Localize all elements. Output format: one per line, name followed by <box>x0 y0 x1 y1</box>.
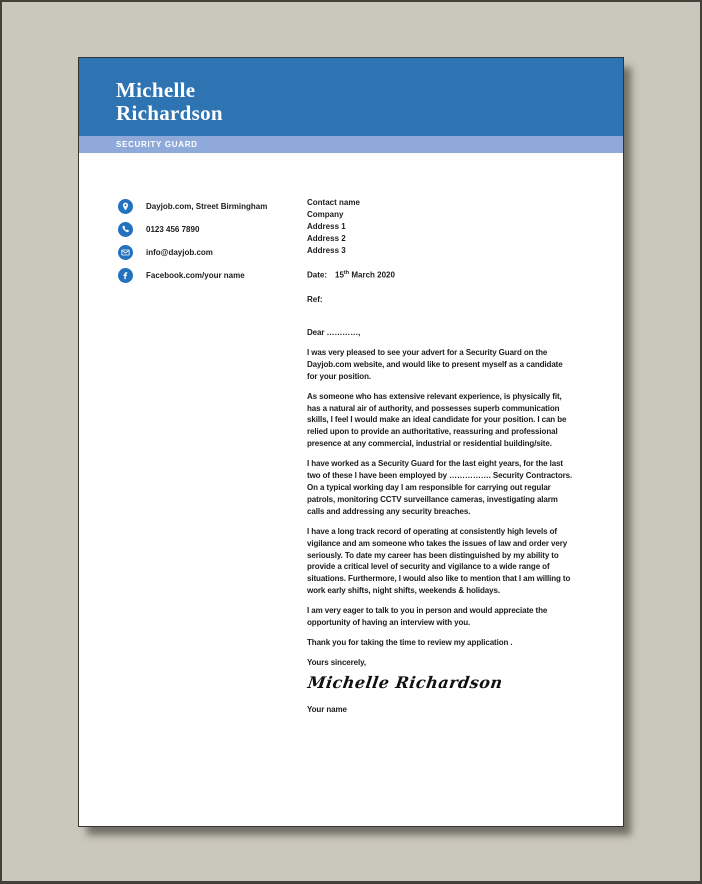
location-pin-icon <box>118 199 133 214</box>
applicant-last-name: Richardson <box>116 101 223 125</box>
contact-phone-text: 0123 456 7890 <box>146 225 200 234</box>
paragraph-1: I was very pleased to see your advert for a Security Guard on the Dayjob.com website, and would like to present myself as a candidate for your position. <box>307 347 563 381</box>
job-title-band <box>79 136 623 153</box>
handwritten-signature: Michelle Richardson <box>306 672 505 692</box>
recipient-company: Company <box>307 210 344 219</box>
email-icon <box>118 245 133 260</box>
recipient-address-1: Address 1 <box>307 222 346 231</box>
paragraph-4: I have a long track record of operating at consistently high levels of vigilance and am someone who takes the issues of law and order very seriously. To date my career has been distinguished by my ability to provide a critical level of security and vigilance to a wide range of situations. Furthermore, I would also like to mention that I am willing to work early shifts, night shifts, weekends & holidays. <box>307 526 571 596</box>
job-title: SECURITY GUARD <box>116 140 198 149</box>
contact-email-text: info@dayjob.com <box>146 248 213 257</box>
date-rest: March 2020 <box>349 270 395 280</box>
closing: Yours sincerely, <box>307 657 367 667</box>
ref-line: Ref: <box>307 295 323 304</box>
letter-header <box>79 58 623 136</box>
paragraph-3: I have worked as a Security Guard for the last eight years, for the last two of these I have been employed by ……………. Security Contractors. On a typical working day I am responsible for carrying out regular patrols, monitoring CCTV surveillance cameras, investigating alarm calls and addressing any security breaches. <box>307 459 573 516</box>
date-day: 15 <box>335 270 344 280</box>
applicant-name <box>116 79 223 125</box>
salutation: Dear …………, <box>307 328 361 337</box>
contact-row-email <box>118 245 267 260</box>
paragraph-5: I am very eager to talk to you in person and would appreciate the opportunity of having an interview with you. <box>307 606 548 628</box>
contact-row-address <box>118 199 267 214</box>
cover-letter-page <box>78 57 624 827</box>
recipient-contact-name: Contact name <box>307 198 360 207</box>
contact-info-block <box>118 199 267 291</box>
phone-icon <box>118 222 133 237</box>
paragraph-2: As someone who has extensive relevant experience, is physically fit, has a natural air of authority, and possesses superb communication skills, I feel I would make an ideal candidate for your position. I can be relied upon to provide an authoritative, reassuring and professional presence at any commercial, industrial or residential building/site. <box>307 391 567 449</box>
contact-facebook-text: Facebook.com/your name <box>146 271 245 280</box>
facebook-icon <box>118 268 133 283</box>
recipient-address-2: Address 2 <box>307 234 346 243</box>
recipient-address-3: Address 3 <box>307 246 346 255</box>
contact-address-text: Dayjob.com, Street Birmingham <box>146 202 268 211</box>
applicant-first-name: Michelle <box>116 78 196 102</box>
date-label: Date: <box>307 270 328 280</box>
contact-row-phone <box>118 222 267 237</box>
date-ordinal: th <box>343 270 350 276</box>
recipient-block <box>307 197 360 257</box>
paragraph-6: Thank you for taking the time to review my application . <box>307 637 513 647</box>
date-line <box>307 270 395 280</box>
contact-row-facebook <box>118 268 267 283</box>
signoff-your-name: Your name <box>307 704 347 714</box>
letter-body <box>307 327 575 716</box>
